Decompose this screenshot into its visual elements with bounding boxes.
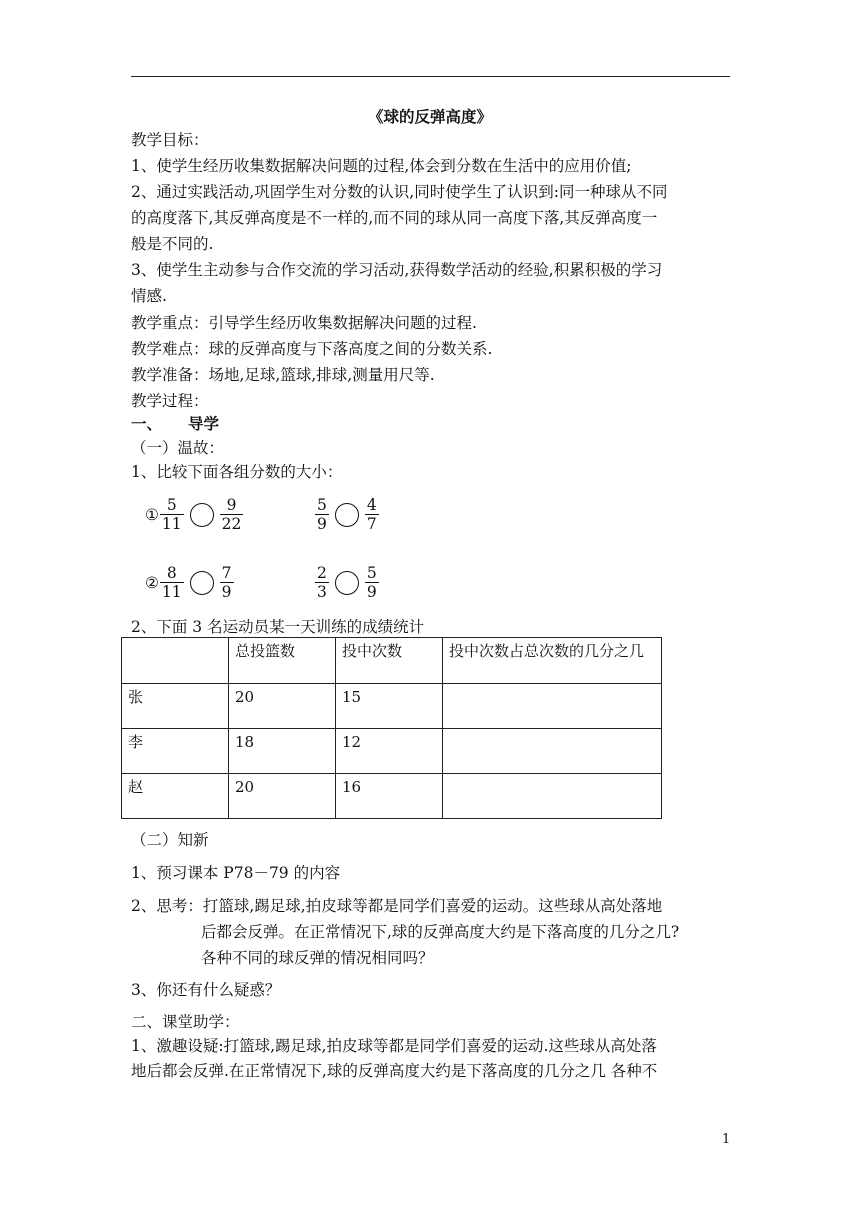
table-header-cell: 投中次数占总次数的几分之几 xyxy=(443,638,662,684)
process-heading: 教学过程： xyxy=(131,392,209,410)
fraction: $\frac{5}{11}$ xyxy=(161,496,182,533)
section-2-item-1-line-2: 地后都会反弹.在正常情况下,球的反弹高度大约是下落高度的几分之几 各种不 xyxy=(131,1062,658,1080)
table-cell-hits: 12 xyxy=(336,729,443,774)
table-cell-name: 张 xyxy=(122,684,229,729)
table-cell-fraction[interactable] xyxy=(443,729,662,774)
review-question-1: 1、比较下面各组分数的大小： xyxy=(131,463,343,481)
page-number: 1 xyxy=(722,1132,731,1147)
compare-circle[interactable] xyxy=(190,571,214,595)
fraction: $\frac{7}{9}$ xyxy=(221,564,232,601)
table-row xyxy=(122,729,662,774)
compare-circle[interactable] xyxy=(190,503,214,527)
new-knowledge-item-2-line-1: 2、思考：打篮球,踢足球,拍皮球等都是同学们喜爱的运动。这些球从高处落地 xyxy=(131,897,663,915)
table-header-row xyxy=(122,638,662,684)
objective-3-line-2: 情感. xyxy=(131,287,167,305)
objective-3-line-1: 3、使学生主动参与合作交流的学习活动,获得数学活动的经验,积累积极的学习 xyxy=(131,261,663,279)
table-header-cell xyxy=(122,638,229,684)
header-rule xyxy=(131,76,730,77)
table-cell-name: 赵 xyxy=(122,774,229,819)
table-header-cell: 总投篮数 xyxy=(229,638,336,684)
document-title: 《球的反弹高度》 xyxy=(367,108,492,126)
fraction: $\frac{4}{7}$ xyxy=(366,496,377,533)
table-cell-name: 李 xyxy=(122,729,229,774)
table-row xyxy=(122,684,662,729)
section-2-heading: 二、课堂助学： xyxy=(131,1013,240,1031)
section-1-title: 导学 xyxy=(188,415,220,433)
new-knowledge-item-3: 3、你还有什么疑惑？ xyxy=(131,981,281,999)
review-question-2: 2、下面 3 名运动员某一天训练的成绩统计 xyxy=(131,618,425,636)
fraction: $\frac{5}{9}$ xyxy=(366,564,377,601)
section-1-number: 一、 xyxy=(131,415,163,433)
fraction-compare-2b xyxy=(315,564,379,601)
new-knowledge-item-1: 1、预习课本 P78－79 的内容 xyxy=(131,864,341,882)
table-row xyxy=(122,774,662,819)
group-1-marker: ① xyxy=(145,505,159,524)
table-cell-total: 18 xyxy=(229,729,336,774)
fraction-compare-1a xyxy=(145,496,243,533)
objective-2-line-3: 般是不同的. xyxy=(131,235,214,253)
compare-circle[interactable] xyxy=(335,503,359,527)
fraction: $\frac{8}{11}$ xyxy=(161,564,182,601)
table-cell-fraction[interactable] xyxy=(443,774,662,819)
new-knowledge-heading: （二）知新 xyxy=(131,831,209,849)
table-cell-hits: 16 xyxy=(336,774,443,819)
key-point: 教学重点：引导学生经历收集数据解决问题的过程. xyxy=(131,314,477,332)
table-cell-total: 20 xyxy=(229,684,336,729)
fraction: $\frac{9}{22}$ xyxy=(221,496,242,533)
new-knowledge-item-2-line-3: 各种不同的球反弹的情况相同吗？ xyxy=(201,949,434,967)
objective-1: 1、使学生经历收集数据解决问题的过程,体会到分数在生活中的应用价值; xyxy=(131,157,632,175)
objective-2-line-2: 的高度落下,其反弹高度是不一样的,而不同的球从同一高度下落,其反弹高度一 xyxy=(131,209,658,227)
preparation: 教学准备：场地,足球,篮球,排球,测量用尺等. xyxy=(131,366,435,384)
table-cell-total: 20 xyxy=(229,774,336,819)
stats-table xyxy=(121,637,662,819)
new-knowledge-item-2-line-2: 后都会反弹。在正常情况下,球的反弹高度大约是下落高度的几分之几? xyxy=(201,923,680,941)
compare-circle[interactable] xyxy=(335,571,359,595)
table-cell-fraction[interactable] xyxy=(443,684,662,729)
section-1-heading xyxy=(131,414,219,434)
table-header-cell: 投中次数 xyxy=(336,638,443,684)
table-cell-hits: 15 xyxy=(336,684,443,729)
section-2-item-1-line-1: 1、激趣设疑:打篮球,踢足球,拍皮球等都是同学们喜爱的运动.这些球从高处落 xyxy=(131,1037,657,1055)
objective-2-line-1: 2、通过实践活动,巩固学生对分数的认识,同时使学生了认识到:同一种球从不同 xyxy=(131,183,668,201)
group-2-marker: ② xyxy=(145,573,159,592)
objectives-heading: 教学目标： xyxy=(131,131,209,149)
fraction-compare-2a xyxy=(145,564,234,601)
review-heading: （一）温故： xyxy=(131,439,225,457)
difficulty: 教学难点：球的反弹高度与下落高度之间的分数关系. xyxy=(131,340,493,358)
fraction-compare-1b xyxy=(315,496,379,533)
fraction: $\frac{5}{9}$ xyxy=(317,496,327,533)
fraction: $\frac{2}{3}$ xyxy=(317,564,327,601)
